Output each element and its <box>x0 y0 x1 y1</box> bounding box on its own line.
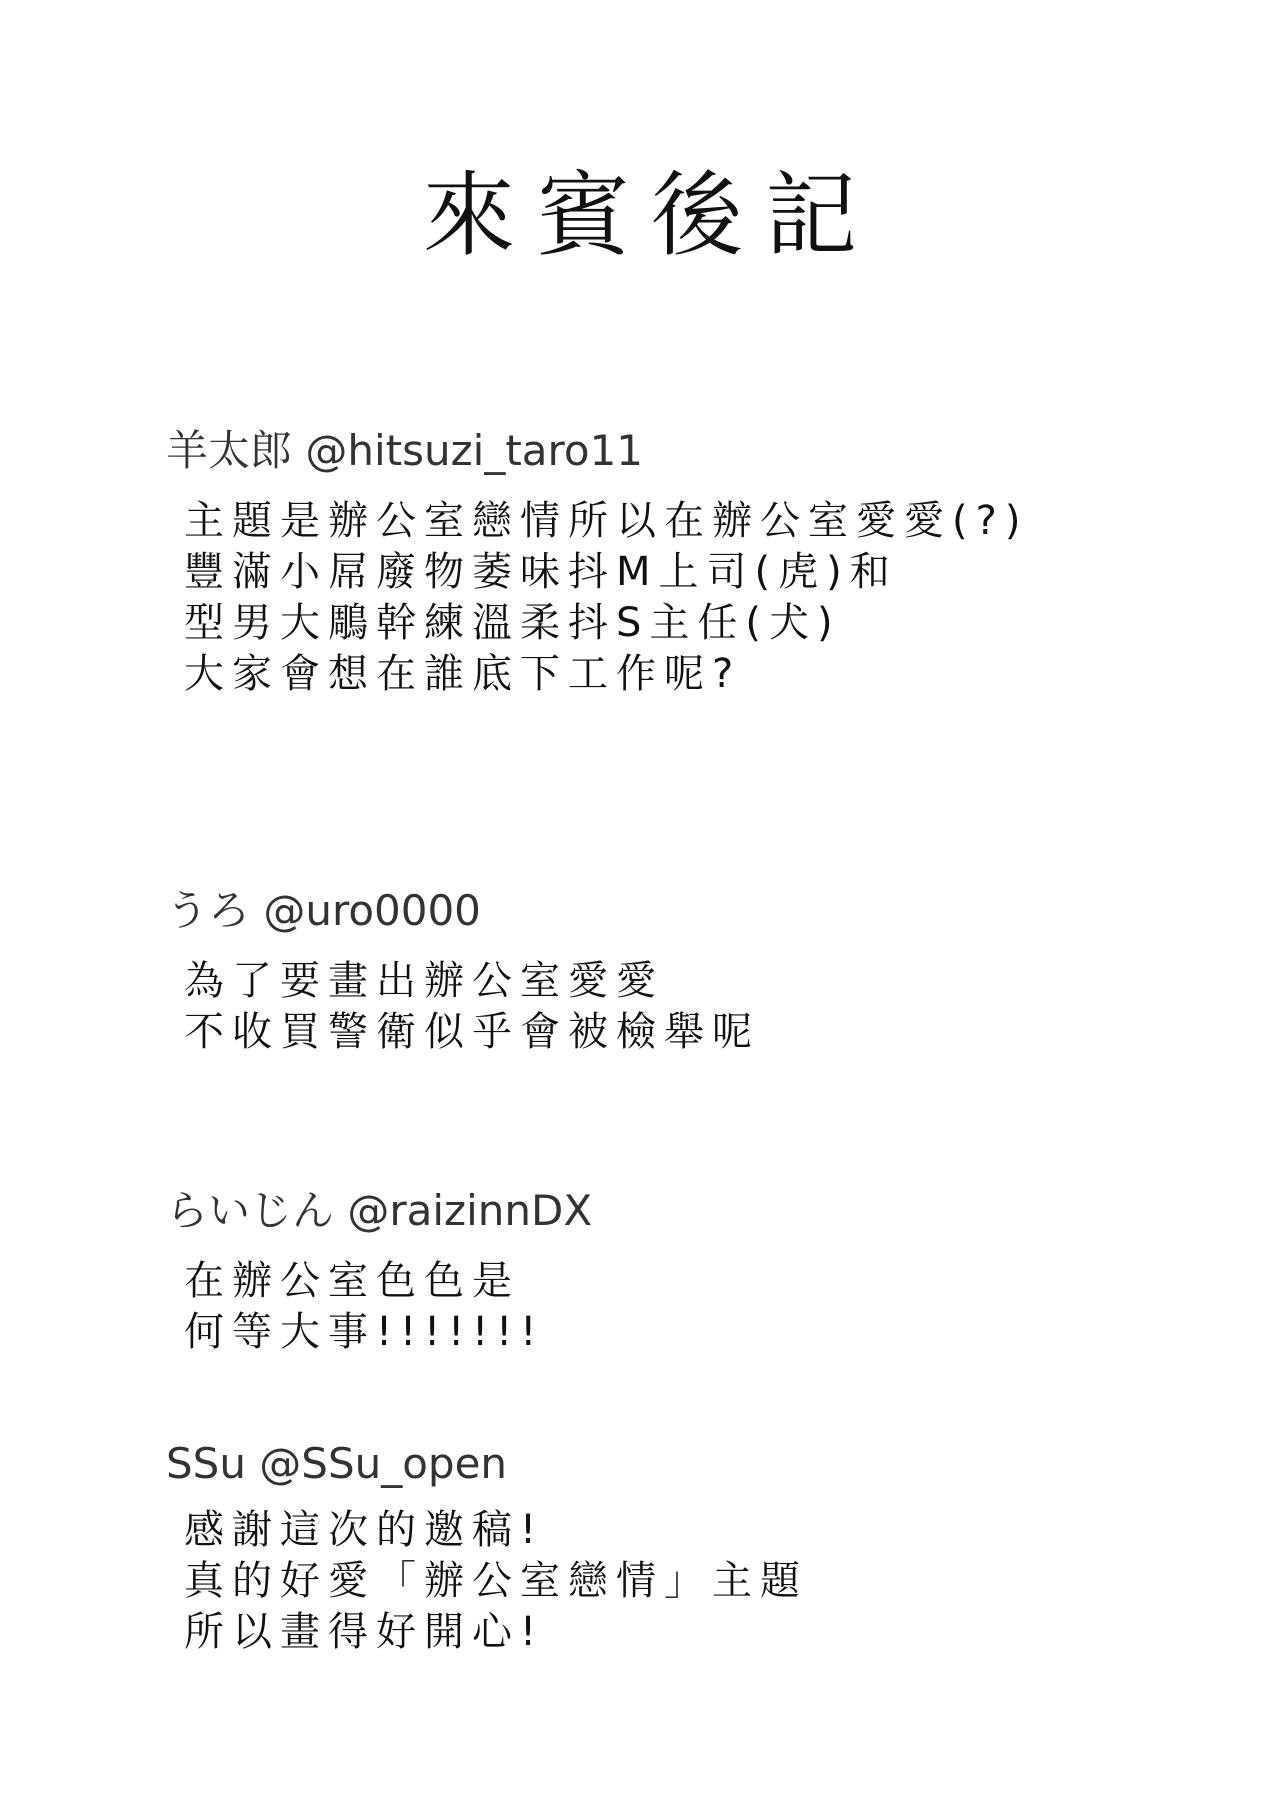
guest-message <box>184 1505 808 1658</box>
message-line: 大家會想在誰底下工作呢? <box>184 651 742 697</box>
message-line: 豐滿小屌廢物萎味抖M上司(虎)和 <box>184 549 898 595</box>
guest-message <box>184 1256 592 1358</box>
message-line: 型男大鵰幹練溫柔抖S主任(犬) <box>184 600 841 646</box>
message-line: 感謝這次的邀稿! <box>184 1507 545 1553</box>
message-line: 何等大事!!!!!!! <box>184 1309 545 1355</box>
guest-comment <box>166 886 760 1058</box>
guest-author: うろ @uro0000 <box>166 886 481 935</box>
message-line: 為了要畫出辦公室愛愛 <box>184 958 664 1004</box>
guest-comment <box>166 1439 808 1658</box>
guest-author: 羊太郎 @hitsuzi_taro11 <box>166 426 644 475</box>
message-line: 不收買警衛似乎會被檢舉呢 <box>184 1009 760 1055</box>
guest-message <box>184 956 760 1058</box>
message-line: 所以畫得好開心! <box>184 1609 545 1655</box>
guest-comment <box>166 1186 593 1358</box>
guest-author: SSu @SSu_open <box>166 1439 508 1488</box>
guest-message <box>184 496 1028 700</box>
guest-author: らいじん @raizinnDX <box>166 1186 593 1235</box>
message-line: 真的好愛「辦公室戀情」主題 <box>184 1558 808 1604</box>
page-title: 來賓後記 <box>422 162 879 269</box>
guest-comment <box>166 426 1029 700</box>
message-line: 主題是辦公室戀情所以在辦公室愛愛(?) <box>184 498 1029 544</box>
message-line: 在辦公室色色是 <box>184 1258 520 1304</box>
